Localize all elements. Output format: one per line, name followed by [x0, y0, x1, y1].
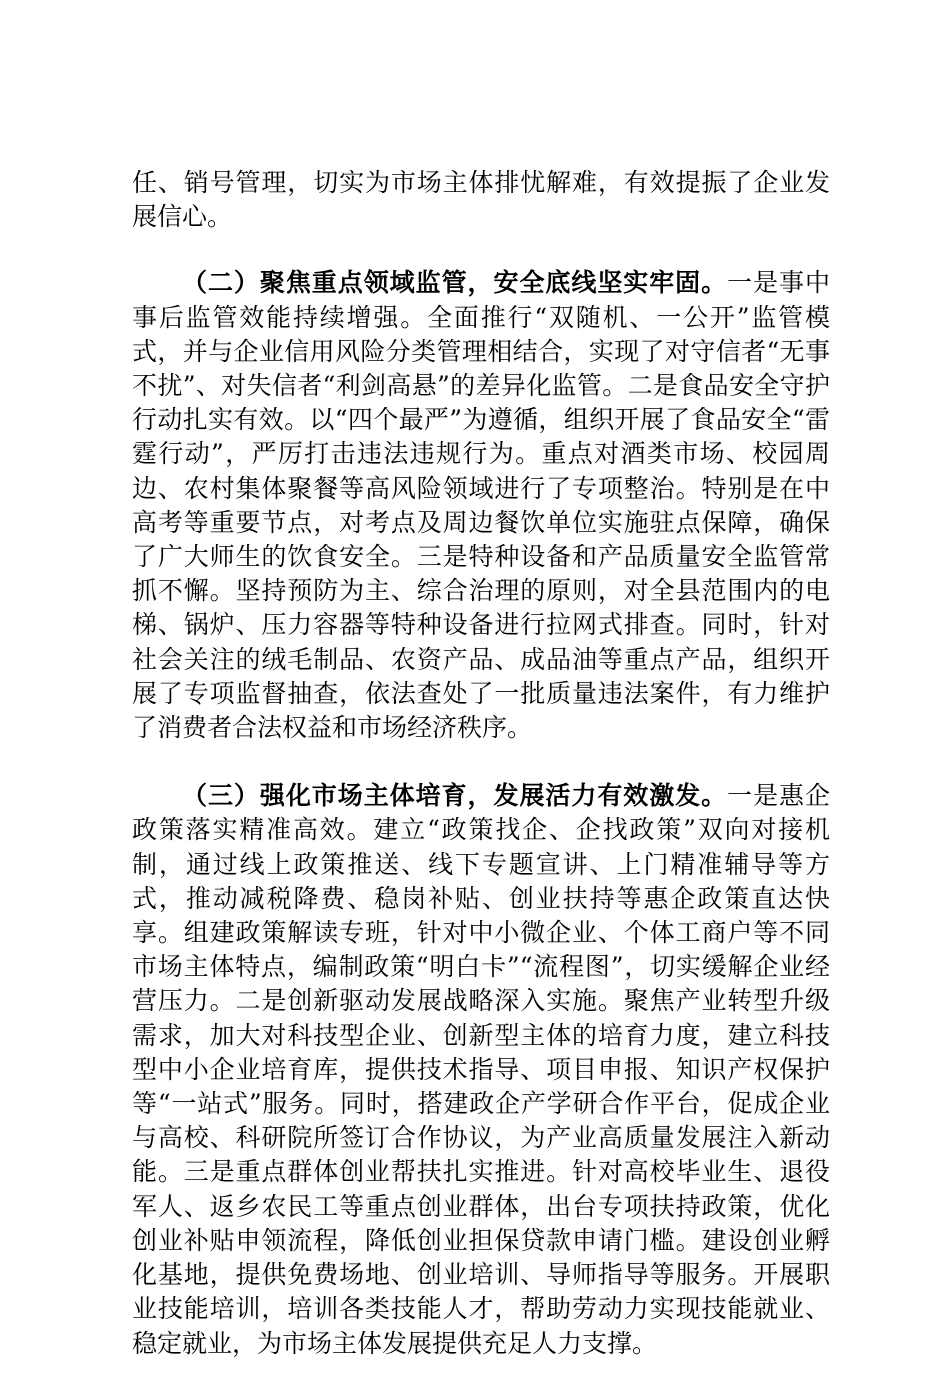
paragraph-section-2 [132, 266, 830, 745]
paragraph-text: 一是事中事后监管效能持续增强。全面推行“双随机、一公开”监管模式，并与企业信用风险分类管理相结合，实现了对守信者“无事不扰”、对失信者“利剑高悬”的差异化监管。二是食品安全守护行动扎实有效。以“四个最严”为遵循，组织开展了食品安全“雷霆行动”，严厉打击违法违规行为。重点对酒类市场、校园周边、农村集体聚餐等高风险领域进行了专项整治。特别是在中高考等重要节点，对考点及周边餐饮单位实施驻点保障，确保了广大师生的饮食安全。三是特种设备和产品质量安全监管常抓不懈。坚持预防为主、综合治理的原则，对全县范围内的电梯、锅炉、压力容器等特种设备进行拉网式排查。同时，针对社会关注的绒毛制品、农资产品、成品油等重点产品，组织开展了专项监督抽查，依法查处了一批质量违法案件，有力维护了消费者合法权益和市场经济秩序。 [132, 268, 830, 743]
paragraph-continued [132, 166, 830, 234]
section-heading-2: （二）聚焦重点领域监管，安全底线坚实牢固。 [182, 268, 728, 298]
document-body [132, 166, 830, 1395]
paragraph-text: 任、销号管理，切实为市场主体排忧解难，有效提振了企业发展信心。 [132, 168, 830, 232]
paragraph-section-3 [132, 779, 830, 1360]
section-heading-3: （三）强化市场主体培育，发展活力有效激发。 [182, 781, 728, 811]
paragraph-text: 一是惠企政策落实精准高效。建立“政策找企、企找政策”双向对接机制，通过线上政策推送、线下专题宣讲、上门精准辅导等方式，推动减税降费、稳岗补贴、创业扶持等惠企政策直达快享。组建政策解读专班，针对中小微企业、个体工商户等不同市场主体特点，编制政策“明白卡”“流程图”，切实缓解企业经营压力。二是创新驱动发展战略深入实施。聚焦产业转型升级需求，加大对科技型企业、创新型主体的培育力度，建立科技型中小企业培育库，提供技术指导、项目申报、知识产权保护等“一站式”服务。同时，搭建政企产学研合作平台，促成企业与高校、科研院所签订合作协议，为产业高质量发展注入新动能。三是重点群体创业帮扶扎实推进。针对高校毕业生、退役军人、返乡农民工等重点创业群体，出台专项扶持政策，优化创业补贴申领流程，降低创业担保贷款申请门槛。建设创业孵化基地，提供免费场地、创业培训、导师指导等服务。开展职业技能培训，培训各类技能人才，帮助劳动力实现技能就业、稳定就业，为市场主体发展提供充足人力支撑。 [132, 781, 830, 1358]
